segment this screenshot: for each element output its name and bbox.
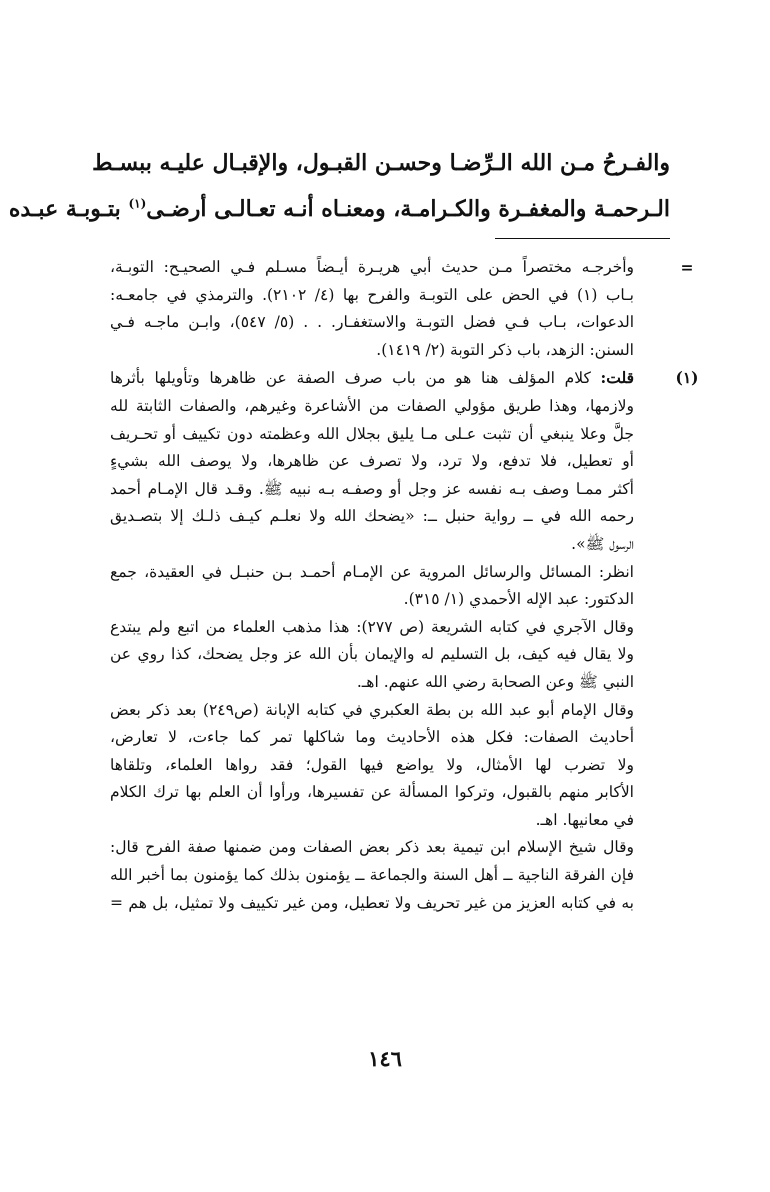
continuation-marker: =: [680, 258, 694, 277]
footnote-line: الدكتور: عبد الإله الأحمدي (١/ ٣١٥).: [403, 590, 634, 609]
footnote-line: جلَّ وعلا ينبغي أن تثبت عـلى مـا يليق بجلال الله وعظمته دون تكييف أو تحـريف: [110, 424, 634, 443]
page-number: ١٤٦: [368, 1046, 402, 1071]
footnote-line: في معانيها. اهـ.: [535, 810, 634, 829]
footnote-1-line-1-body: كلام المؤلف هنا هو من باب صرف الصفة عن ظاهرها وتأويلها بأثرها: [110, 369, 601, 388]
main-text-line-2: [8, 186, 670, 232]
footnote-line: ولا يقال فيه كيف، بل التسليم له والإيمان بأن الله عز وجل يضحك، كذا روي عن: [110, 645, 634, 664]
footnote-line: ولا تضرب لها الأمثال، ولا يواضع فيها القول؛ فقد رواها العلماء، وتلقاها: [110, 755, 634, 774]
footnote-line: الدعوات، بـاب فـي فضل التوبـة والاستغفـار. . . (٥/ ٥٤٧)، وابـن ماجـه فـي: [110, 313, 635, 332]
footnote-1: [110, 364, 699, 917]
footnote-line: انظر: المسائل والرسائل المروية عن الإمـام أحمـد بـن حنبـل في العقيدة، جمع: [110, 562, 634, 581]
main-text-line-2-tail: بتـوبـة عبـده: [8, 196, 129, 222]
footnote-line: ولازمها، وهذا طريق مؤولي الصفات من الأشاعرة وغيرهم، والصفات الثابتة لله: [110, 396, 634, 415]
footnote-1-marker: (١): [675, 368, 699, 388]
main-text-line-2-body: الـرحمـة والمغفـرة والكـرامـة، ومعنـاه أنـه تعـالـى أرضـى: [146, 196, 670, 222]
footnote-line: أكثر ممـا وصف بـه نفسه عز وجل أو وصفـه بـه نبيه ﷺ. وقـد قال الإمـام أحمد: [110, 479, 634, 498]
footnote-separator: [495, 238, 670, 239]
footnote-line: النبي ﷺ وعن الصحابة رضي الله عنهم. اهـ.: [356, 672, 634, 691]
footnote-line: وأخرجـه مختصراً مـن حديث أبي هريـرة أيـضاً مسـلم فـي الصحيـح: التوبـة،: [110, 258, 634, 276]
footnote-line: أحاديث الصفات: فكل هذه الأحاديث وما شاكلها تمر كما جاءت، لا تعارض،: [110, 728, 634, 747]
footnote-line: رحمه الله في ــ رواية حنبل ــ: «يضحك الله ولا نعلـم كيـف ذلـك إلا بتصـديق: [110, 507, 634, 526]
footnote-line: الأكابر منهم بالقبول، وتركوا المسألة عن تفسيرها، ورأوا أن العلم بها ترك الكلام: [110, 783, 634, 802]
footnote-line: به في كتابه العزيز من غير تحريف ولا تعطيل، ومن غير تكييف ولا تمثيل، بل هم =: [110, 893, 634, 912]
footnote-line: بـاب (١) في الحض على التوبـة والفرح بها (٤/ ٢١٠٢). والترمذي في جامعـه:: [110, 285, 634, 304]
footnotes-section: [110, 254, 699, 917]
footnote-line: [110, 364, 634, 393]
footnote-line: وقال الإمام أبو عبد الله بن بطة العكبري في كتابه الإبانة (ص٢٤٩) بعد ذكر بعض: [110, 700, 634, 719]
footnote-continuation: [110, 254, 694, 364]
main-body-text: [8, 140, 670, 232]
footnote-line: وقال شيخ الإسلام ابن تيمية بعد ذكر بعض الصفات ومن ضمنها صفة الفرح قال:: [110, 838, 634, 857]
footnote-1-lead: قلت:: [600, 368, 634, 388]
footnote-line: الرسول ﷺ».: [571, 534, 634, 553]
footnote-line: فإن الفرقة الناجية ــ أهل السنة والجماعة ــ يؤمنون بذلك كما يؤمنون بما أخبر الله: [110, 866, 634, 885]
main-text-line-1: والفـرحُ مـن الله الـرِّضـا وحسـن القبـول، والإقبـال عليـه ببسـط: [92, 150, 670, 176]
footnote-line: السنن: الزهد، باب ذكر التوبة (٢/ ١٤١٩).: [376, 340, 634, 359]
footnote-line: وقال الآجري في كتابه الشريعة (ص ٢٧٧): هذا مذهب العلماء من اتبع ولم يبتدع: [110, 617, 634, 636]
footnote-line: أو تعطيل، فلا تدفع، ولا ترد، ولا تصرف عن ظاهرها، ولا يوصف الله بشيءٍ: [110, 452, 634, 471]
footnote-reference: (١): [128, 196, 147, 211]
